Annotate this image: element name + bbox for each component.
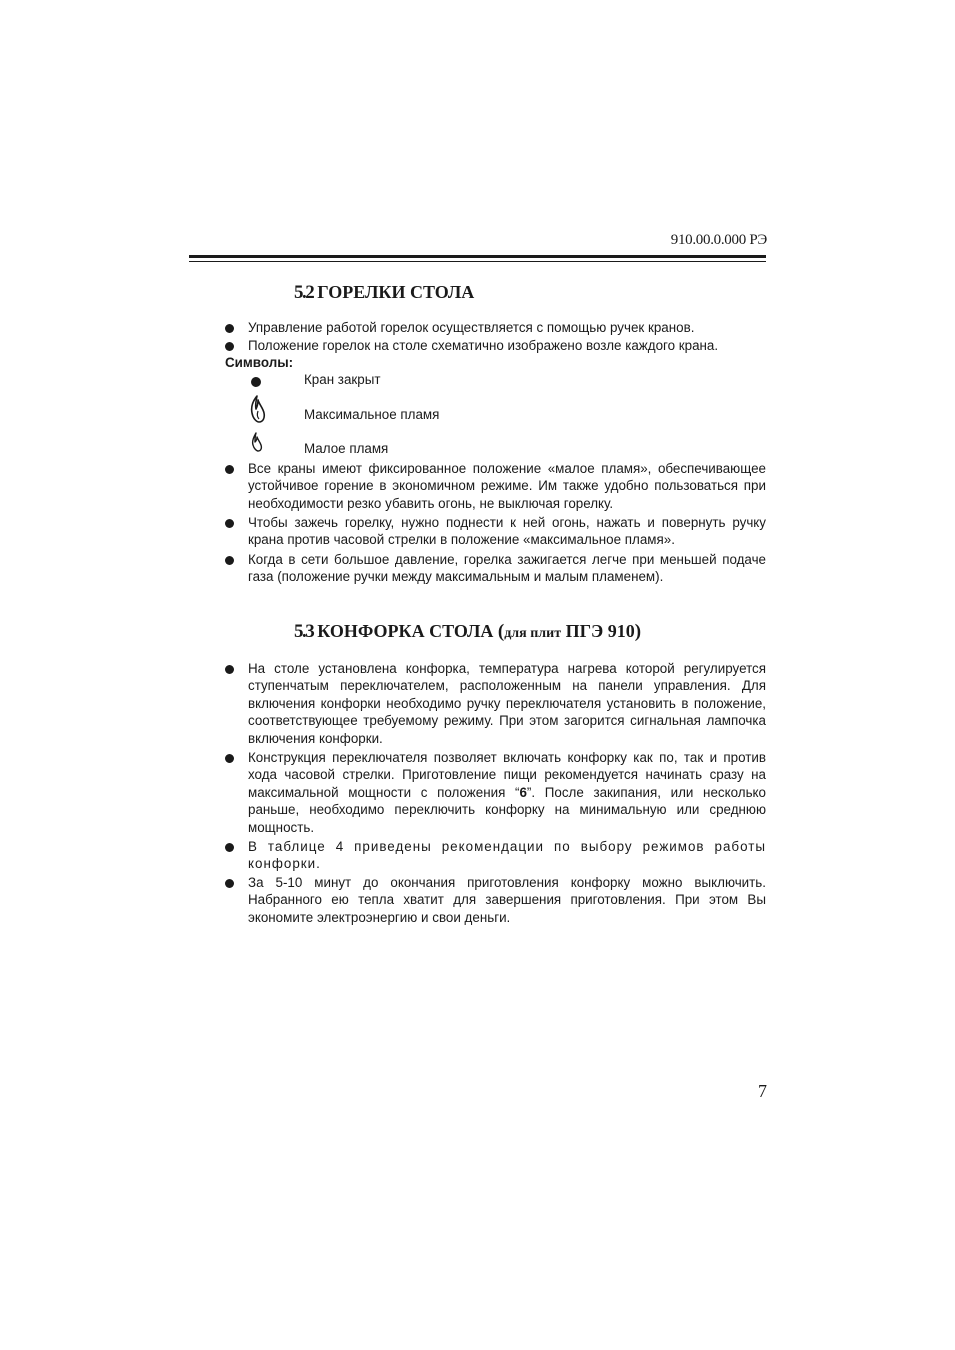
list-item-text: Положение горелок на столе схематично изображено возле каждого крана.	[248, 338, 719, 353]
list-item-text: В таблице 4 приведены рекомендации по выбору режимов работы конфорки.	[248, 839, 766, 872]
position-value: 6	[519, 784, 527, 800]
bullet-icon	[225, 843, 234, 852]
page-number: 7	[758, 1081, 767, 1101]
text-part: ”. После закипания, или несколько раньше, необходимо переключить конфорку на минимальную или среднюю мощность.	[248, 784, 767, 835]
list-item	[225, 874, 766, 926]
section-5-3-heading	[294, 621, 641, 643]
bullet-icon	[225, 324, 234, 333]
paren-open: (	[497, 621, 505, 642]
symbol-label: Кран закрыт	[304, 372, 381, 387]
section-title: ГОРЕЛКИ СТОЛА	[317, 282, 475, 302]
list-item	[225, 514, 766, 549]
bullet-icon	[225, 754, 234, 763]
text-part: Конструкция переключателя позволяет включать конфорку как по, так и против хода часовой стрелки. Приготовление пищи рекомендуется начинать сразу на максимальной мощности с положения “	[248, 750, 766, 800]
section-number: 5.2	[294, 282, 314, 303]
section-model: ПГЭ 910	[565, 621, 635, 641]
bullet-icon	[225, 556, 234, 565]
list-item-text: За 5-10 минут до окончания приготовления конфорку можно выключить. Набранного ею тепла хватит для завершения приготовления. При этом Вы экономите электроэнергию и свои деньги.	[248, 875, 766, 925]
list-item-text	[248, 749, 766, 836]
list-item	[225, 460, 766, 512]
symbol-row	[250, 395, 550, 425]
bullet-icon	[225, 465, 234, 474]
list-item-text: На столе установлена конфорка, температура нагрева которой регулируется ступенчатым переключателем, расположенным на панели управления. Для включения конфорки необходимо ручку переключателя установить в положение, соответствующее требуемому режиму. При этом загорится сигнальная лампочка включения конфорки.	[248, 661, 766, 746]
paren-close: )	[634, 621, 642, 642]
section-number: 5.3	[294, 621, 314, 642]
list-item	[225, 551, 766, 586]
list-item	[225, 337, 766, 354]
list-item	[225, 838, 766, 873]
list-item-text: Все краны имеют фиксированное положение «малое пламя», обеспечивающее устойчивое горение в экономичном режиме. Им также удобно пользоваться при необходимости резко убавить огонь, не выключая горелку.	[248, 461, 766, 511]
list-item	[225, 749, 766, 836]
small-flame-icon	[250, 430, 266, 460]
symbol-label: Максимальное пламя	[304, 407, 440, 422]
bullet-icon	[225, 342, 234, 351]
list-item-text: Когда в сети большое давление, горелка зажигается легче при меньшей подаче газа (положение ручки между максимальным и малым пламенем).	[248, 552, 766, 585]
list-item-text: Управление работой горелок осуществляется с помощью ручек кранов.	[248, 320, 695, 335]
list-item	[225, 660, 766, 747]
section-title: КОНФОРКА СТОЛА	[317, 621, 494, 641]
large-flame-icon	[250, 395, 266, 425]
symbol-row	[250, 430, 550, 460]
symbol-label: Малое пламя	[304, 441, 389, 456]
bullet-icon	[225, 665, 234, 674]
section-subtitle: для плит	[504, 626, 562, 641]
symbols-label: Символы:	[225, 355, 294, 370]
header-rule-thick	[189, 255, 766, 258]
bullet-icon	[225, 879, 234, 888]
document-code: 910.00.0.000 РЭ	[670, 232, 767, 248]
section-5-2-heading	[294, 282, 474, 304]
list-item-text: Чтобы зажечь горелку, нужно поднести к ней огонь, нажать и повернуть ручку крана против часовой стрелки в положение «максимальное пламя».	[248, 515, 766, 548]
bullet-icon	[225, 519, 234, 528]
header-rule-thin	[189, 261, 766, 262]
list-item	[225, 319, 766, 336]
